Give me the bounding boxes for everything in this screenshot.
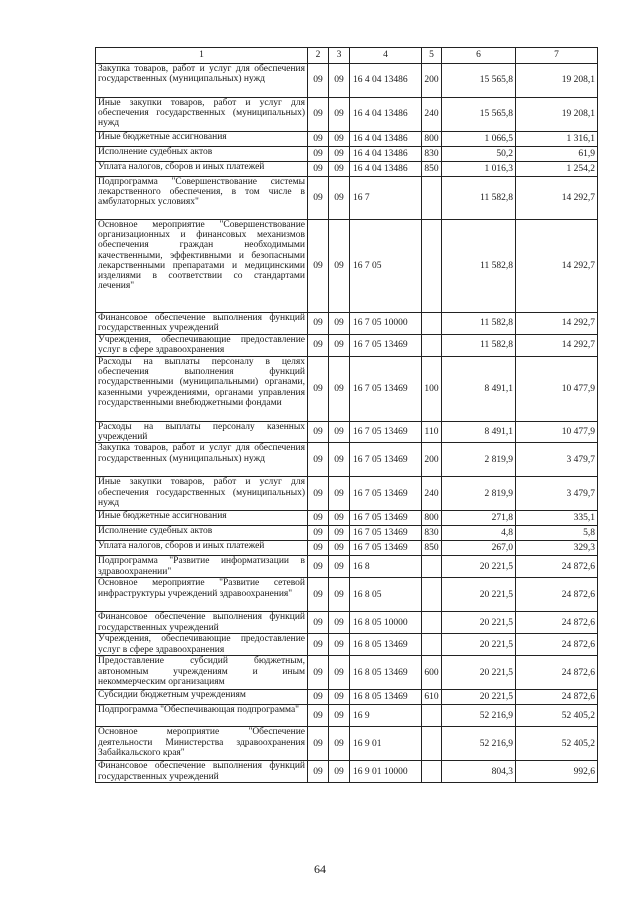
expense-type-code [422, 578, 442, 612]
table-row [96, 335, 598, 357]
amount-col6: 52 216,9 [442, 727, 516, 761]
table-row [96, 526, 598, 541]
item-name: Закупка товаров, работ и услуг для обеспечения государственных (муниципальных) нужд [96, 443, 308, 477]
subsection-code: 09 [329, 634, 350, 656]
subsection-code: 09 [329, 177, 350, 220]
table-row [96, 477, 598, 511]
subsection-code: 09 [329, 511, 350, 526]
amount-col6: 1 066,5 [442, 132, 516, 147]
item-name: Иные закупки товаров, работ и услуг для обеспечения государственных (муниципальных) нужд [96, 477, 308, 511]
target-article-code: 16 4 04 13486 [350, 98, 422, 132]
amount-col7: 19 208,1 [516, 98, 598, 132]
expense-type-code [422, 556, 442, 578]
target-article-code: 16 4 04 13486 [350, 162, 422, 177]
item-name: Иные бюджетные ассигнования [96, 511, 308, 526]
section-code: 09 [308, 526, 329, 541]
section-code: 09 [308, 541, 329, 556]
table-row [96, 634, 598, 656]
expense-type-code [422, 220, 442, 313]
expense-type-code [422, 634, 442, 656]
expense-type-code: 850 [422, 541, 442, 556]
amount-col7: 14 292,7 [516, 335, 598, 357]
item-name: Финансовое обеспечение выполнения функций государственных учреждений [96, 612, 308, 634]
subsection-code: 09 [329, 612, 350, 634]
item-name: Основное мероприятие "Обеспечение деятельности Министерства здравоохранения Забайкальского края" [96, 727, 308, 761]
subsection-code: 09 [329, 556, 350, 578]
item-name: Исполнение судебных актов [96, 526, 308, 541]
amount-col6: 8 491,1 [442, 357, 516, 422]
amount-col7: 24 872,6 [516, 578, 598, 612]
subsection-code: 09 [329, 162, 350, 177]
amount-col6: 804,3 [442, 761, 516, 783]
expense-type-code [422, 705, 442, 727]
item-name: Расходы на выплаты персоналу в целях обеспечения выполнения функций государственными (муниципальными) органами, казенными учреждениями, органами управления государственными внебюджетными фондами [96, 357, 308, 422]
amount-col6: 2 819,9 [442, 477, 516, 511]
table-row [96, 177, 598, 220]
amount-col7: 19 208,1 [516, 64, 598, 98]
subsection-code: 09 [329, 64, 350, 98]
amount-col7: 24 872,6 [516, 612, 598, 634]
amount-col7: 3 479,7 [516, 443, 598, 477]
subsection-code: 09 [329, 541, 350, 556]
amount-col6: 4,8 [442, 526, 516, 541]
subsection-code: 09 [329, 578, 350, 612]
item-name: Уплата налогов, сборов и иных платежей [96, 541, 308, 556]
target-article-code: 16 7 05 10000 [350, 313, 422, 335]
amount-col7: 5,8 [516, 526, 598, 541]
section-code: 09 [308, 511, 329, 526]
target-article-code: 16 7 05 13469 [350, 443, 422, 477]
section-code: 09 [308, 98, 329, 132]
amount-col7: 329,3 [516, 541, 598, 556]
item-name: Исполнение судебных актов [96, 147, 308, 162]
amount-col6: 2 819,9 [442, 443, 516, 477]
subsection-code: 09 [329, 132, 350, 147]
section-code: 09 [308, 177, 329, 220]
subsection-code: 09 [329, 690, 350, 705]
amount-col7: 24 872,6 [516, 634, 598, 656]
amount-col7: 14 292,7 [516, 220, 598, 313]
table-row [96, 162, 598, 177]
section-code: 09 [308, 443, 329, 477]
target-article-code: 16 9 01 10000 [350, 761, 422, 783]
amount-col6: 20 221,5 [442, 612, 516, 634]
section-code: 09 [308, 147, 329, 162]
item-name: Финансовое обеспечение выполнения функций государственных учреждений [96, 313, 308, 335]
amount-col6: 11 582,8 [442, 220, 516, 313]
item-name: Подпрограмма "Развитие информатизации в здравоохранении" [96, 556, 308, 578]
expense-type-code: 800 [422, 511, 442, 526]
item-name: Расходы на выплаты персоналу казенных учреждений [96, 422, 308, 443]
section-code: 09 [308, 132, 329, 147]
amount-col6: 8 491,1 [442, 422, 516, 443]
table-row [96, 578, 598, 612]
table-row [96, 690, 598, 705]
table-row [96, 541, 598, 556]
amount-col6: 271,8 [442, 511, 516, 526]
section-code: 09 [308, 162, 329, 177]
table-row [96, 705, 598, 727]
table-row [96, 313, 598, 335]
target-article-code: 16 7 05 [350, 220, 422, 313]
item-name: Закупка товаров, работ и услуг для обеспечения государственных (муниципальных) нужд [96, 64, 308, 98]
expense-type-code: 110 [422, 422, 442, 443]
section-code: 09 [308, 656, 329, 690]
amount-col7: 52 405,2 [516, 727, 598, 761]
expense-type-code: 610 [422, 690, 442, 705]
section-code: 09 [308, 556, 329, 578]
expense-type-code [422, 335, 442, 357]
amount-col7: 24 872,6 [516, 556, 598, 578]
target-article-code: 16 7 05 13469 [350, 511, 422, 526]
expense-type-code: 240 [422, 98, 442, 132]
subsection-code: 09 [329, 443, 350, 477]
amount-col6: 11 582,8 [442, 335, 516, 357]
amount-col7: 10 477,9 [516, 422, 598, 443]
item-name: Основное мероприятие "Совершенствование организационных и финансовых механизмов обеспечения граждан необходимыми качественными, эффективными и безопасными лекарственными препаратами и медицинскими изделиями в соответствии со стандартами лечения" [96, 220, 308, 313]
target-article-code: 16 7 05 13469 [350, 422, 422, 443]
table-row [96, 443, 598, 477]
item-name: Учреждения, обеспечивающие предоставление услуг в сфере здравоохранения [96, 335, 308, 357]
table-row [96, 147, 598, 162]
amount-col7: 3 479,7 [516, 477, 598, 511]
section-code: 09 [308, 578, 329, 612]
amount-col6: 52 216,9 [442, 705, 516, 727]
target-article-code: 16 4 04 13486 [350, 64, 422, 98]
target-article-code: 16 8 05 13469 [350, 690, 422, 705]
item-name: Субсидии бюджетным учреждениям [96, 690, 308, 705]
amount-col7: 52 405,2 [516, 705, 598, 727]
subsection-code: 09 [329, 705, 350, 727]
section-code: 09 [308, 335, 329, 357]
target-article-code: 16 7 05 13469 [350, 357, 422, 422]
amount-col7: 14 292,7 [516, 177, 598, 220]
subsection-code: 09 [329, 147, 350, 162]
item-name: Уплата налогов, сборов и иных платежей [96, 162, 308, 177]
target-article-code: 16 8 05 13469 [350, 634, 422, 656]
expense-type-code [422, 177, 442, 220]
amount-col7: 61,9 [516, 147, 598, 162]
amount-col7: 14 292,7 [516, 313, 598, 335]
table-row [96, 220, 598, 313]
item-name: Подпрограмма "Обеспечивающая подпрограмма" [96, 705, 308, 727]
target-article-code: 16 4 04 13486 [350, 132, 422, 147]
amount-col6: 20 221,5 [442, 634, 516, 656]
budget-table [95, 47, 598, 783]
table-row [96, 64, 598, 98]
amount-col7: 992,6 [516, 761, 598, 783]
target-article-code: 16 7 05 13469 [350, 477, 422, 511]
subsection-code: 09 [329, 656, 350, 690]
item-name: Предоставление субсидий бюджетным, автономным учреждениям и иным некоммерческим организациям [96, 656, 308, 690]
column-header: 3 [329, 48, 350, 64]
subsection-code: 09 [329, 761, 350, 783]
item-name: Учреждения, обеспечивающие предоставление услуг в сфере здравоохранения [96, 634, 308, 656]
table-row [96, 656, 598, 690]
table-row [96, 132, 598, 147]
table-row [96, 357, 598, 422]
column-header: 1 [96, 48, 308, 64]
column-header: 6 [442, 48, 516, 64]
target-article-code: 16 7 05 13469 [350, 335, 422, 357]
expense-type-code: 830 [422, 147, 442, 162]
subsection-code: 09 [329, 526, 350, 541]
table-row [96, 511, 598, 526]
amount-col6: 11 582,8 [442, 177, 516, 220]
amount-col6: 20 221,5 [442, 656, 516, 690]
expense-type-code: 600 [422, 656, 442, 690]
expense-type-code [422, 761, 442, 783]
amount-col6: 20 221,5 [442, 556, 516, 578]
section-code: 09 [308, 705, 329, 727]
item-name: Подпрограмма "Совершенствование системы лекарственного обеспечения, в том числе в амбулаторных условиях" [96, 177, 308, 220]
section-code: 09 [308, 357, 329, 422]
amount-col7: 24 872,6 [516, 690, 598, 705]
table-row [96, 556, 598, 578]
expense-type-code: 100 [422, 357, 442, 422]
table-row [96, 98, 598, 132]
column-header: 7 [516, 48, 598, 64]
amount-col7: 1 316,1 [516, 132, 598, 147]
section-code: 09 [308, 761, 329, 783]
column-header: 4 [350, 48, 422, 64]
table-row [96, 761, 598, 783]
expense-type-code: 240 [422, 477, 442, 511]
expense-type-code: 850 [422, 162, 442, 177]
target-article-code: 16 9 [350, 705, 422, 727]
section-code: 09 [308, 612, 329, 634]
amount-col6: 1 016,3 [442, 162, 516, 177]
amount-col7: 1 254,2 [516, 162, 598, 177]
amount-col7: 10 477,9 [516, 357, 598, 422]
subsection-code: 09 [329, 98, 350, 132]
amount-col6: 20 221,5 [442, 578, 516, 612]
item-name: Основное мероприятие "Развитие сетевой инфраструктуры учреждений здравоохранения" [96, 578, 308, 612]
expense-type-code: 200 [422, 64, 442, 98]
section-code: 09 [308, 422, 329, 443]
amount-col6: 20 221,5 [442, 690, 516, 705]
target-article-code: 16 9 01 [350, 727, 422, 761]
section-code: 09 [308, 634, 329, 656]
amount-col6: 15 565,8 [442, 64, 516, 98]
column-header: 2 [308, 48, 329, 64]
expense-type-code [422, 727, 442, 761]
item-name: Финансовое обеспечение выполнения функций государственных учреждений [96, 761, 308, 783]
expense-type-code: 200 [422, 443, 442, 477]
target-article-code: 16 8 [350, 556, 422, 578]
subsection-code: 09 [329, 335, 350, 357]
section-code: 09 [308, 727, 329, 761]
item-name: Иные закупки товаров, работ и услуг для обеспечения государственных (муниципальных) нужд [96, 98, 308, 132]
table-row [96, 612, 598, 634]
subsection-code: 09 [329, 313, 350, 335]
subsection-code: 09 [329, 477, 350, 511]
amount-col7: 335,1 [516, 511, 598, 526]
item-name: Иные бюджетные ассигнования [96, 132, 308, 147]
target-article-code: 16 8 05 13469 [350, 656, 422, 690]
expense-type-code [422, 313, 442, 335]
expense-type-code: 830 [422, 526, 442, 541]
table-header-row [96, 48, 598, 64]
subsection-code: 09 [329, 357, 350, 422]
amount-col6: 11 582,8 [442, 313, 516, 335]
section-code: 09 [308, 477, 329, 511]
target-article-code: 16 7 05 13469 [350, 541, 422, 556]
column-header: 5 [422, 48, 442, 64]
page-number: 64 [314, 862, 326, 876]
section-code: 09 [308, 64, 329, 98]
section-code: 09 [308, 220, 329, 313]
amount-col6: 267,0 [442, 541, 516, 556]
subsection-code: 09 [329, 727, 350, 761]
amount-col6: 15 565,8 [442, 98, 516, 132]
target-article-code: 16 7 [350, 177, 422, 220]
table-row [96, 727, 598, 761]
table-row [96, 422, 598, 443]
amount-col6: 50,2 [442, 147, 516, 162]
target-article-code: 16 4 04 13486 [350, 147, 422, 162]
subsection-code: 09 [329, 422, 350, 443]
target-article-code: 16 8 05 [350, 578, 422, 612]
section-code: 09 [308, 690, 329, 705]
subsection-code: 09 [329, 220, 350, 313]
amount-col7: 24 872,6 [516, 656, 598, 690]
expense-type-code: 800 [422, 132, 442, 147]
target-article-code: 16 8 05 10000 [350, 612, 422, 634]
section-code: 09 [308, 313, 329, 335]
target-article-code: 16 7 05 13469 [350, 526, 422, 541]
expense-type-code [422, 612, 442, 634]
